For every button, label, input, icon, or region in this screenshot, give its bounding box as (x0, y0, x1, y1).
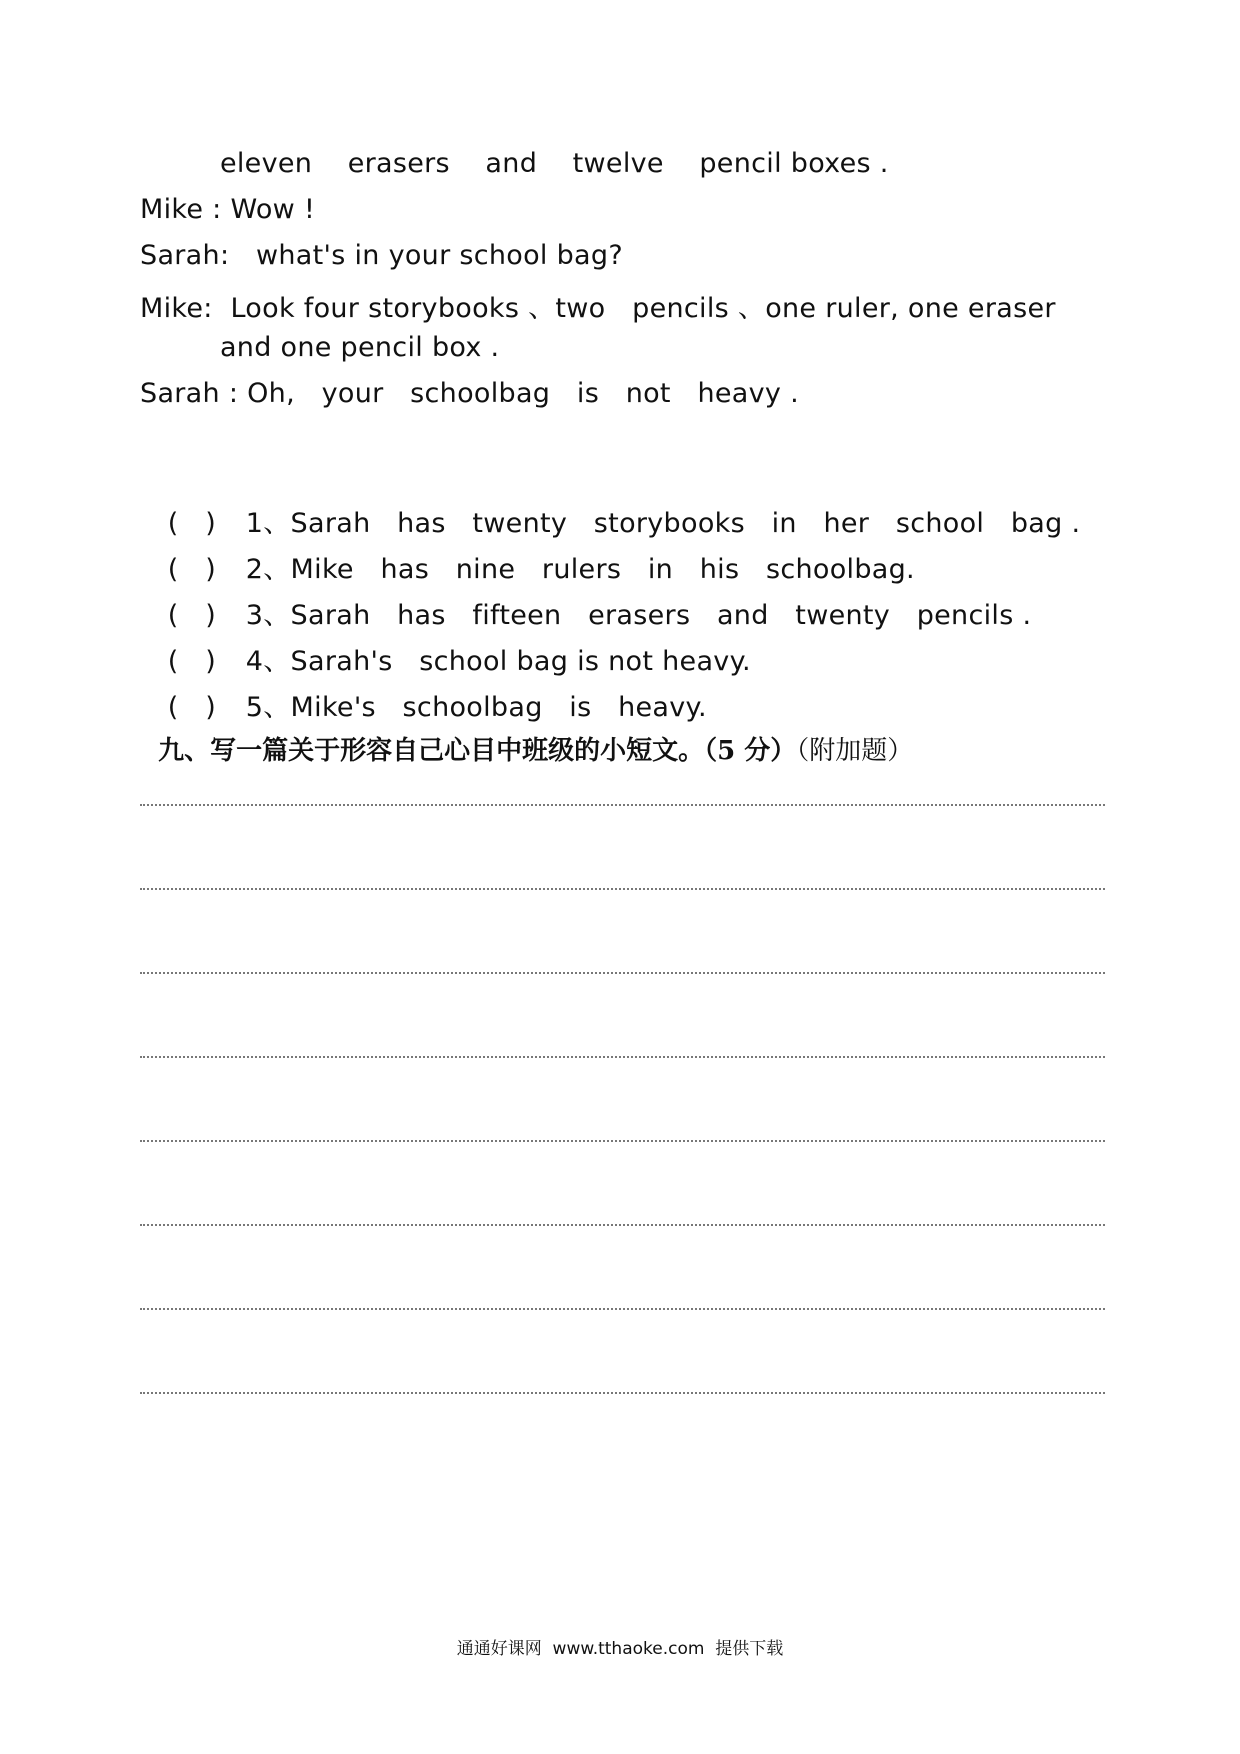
question-text: 2、Mike has nine rulers in his schoolbag. (245, 554, 915, 585)
writing-line[interactable] (140, 1392, 1105, 1394)
writing-line[interactable] (140, 888, 1105, 890)
question-text: 5、Mike's schoolbag is heavy. (245, 692, 707, 723)
question-text: 4、Sarah's school bag is not heavy. (245, 646, 751, 677)
answer-bracket[interactable]: ( ) (167, 600, 217, 631)
answer-bracket[interactable]: ( ) (167, 508, 217, 539)
dialogue-line-3: Sarah: what's in your school bag? (140, 240, 623, 271)
question-text: 1、Sarah has twenty storybooks in her school bag . (245, 508, 1081, 539)
dialogue-line-2: Mike : Wow ! (140, 194, 316, 225)
section-9-extra: （附加题） (796, 736, 914, 766)
page-footer: 通通好课网 www.tthaoke.com 提供下载 (456, 1639, 784, 1659)
section-9-title: 九、写一篇关于形容自己心目中班级的小短文。（5 分） (158, 736, 797, 766)
answer-bracket[interactable]: ( ) (167, 646, 217, 677)
question-text: 3、Sarah has fifteen erasers and twenty pencils . (245, 600, 1032, 631)
dialogue-line-4: Mike: Look four storybooks 、two pencils 、one ruler, one eraser (140, 293, 1056, 324)
dialogue-line-5: and one pencil box . (140, 332, 500, 363)
writing-line[interactable] (140, 1056, 1105, 1058)
answer-bracket[interactable]: ( ) (167, 692, 217, 723)
writing-line[interactable] (140, 1140, 1105, 1142)
section-9-heading (140, 700, 913, 767)
answer-bracket[interactable]: ( ) (167, 554, 217, 585)
writing-line[interactable] (140, 1308, 1105, 1310)
writing-line[interactable] (140, 1224, 1105, 1226)
writing-line[interactable] (140, 972, 1105, 974)
dialogue-line-1: eleven erasers and twelve pencil boxes . (140, 148, 889, 179)
dialogue-line-6: Sarah : Oh, your schoolbag is not heavy . (140, 378, 799, 409)
writing-line[interactable] (140, 804, 1105, 806)
